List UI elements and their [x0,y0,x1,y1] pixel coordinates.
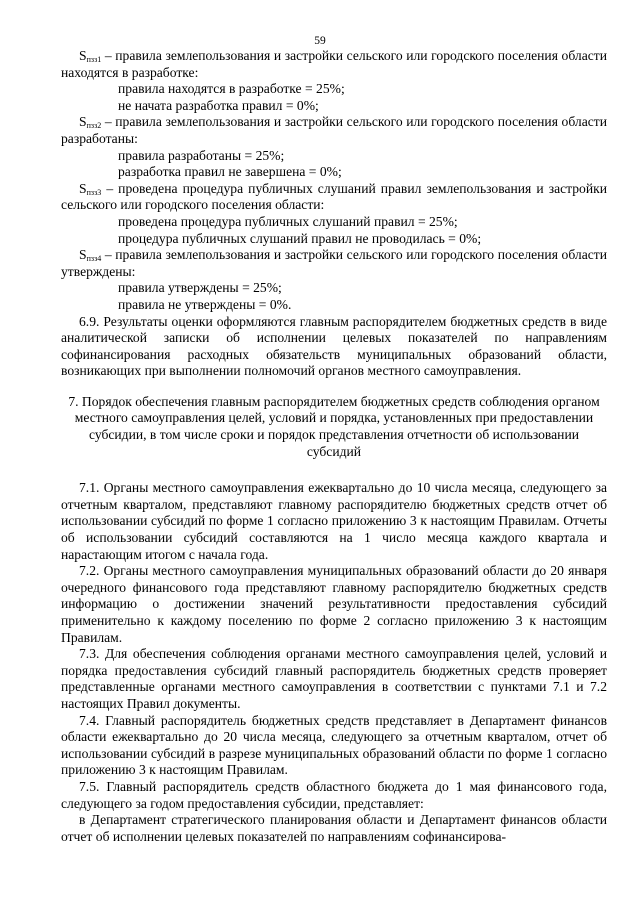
indicator-index: пзз1 [86,55,102,64]
section-7-heading: 7. Порядок обеспечения главным распорядителем бюджетных средств соблюдения органом местного самоуправления целей, условий и порядка, установленных при предоставлении субсидии, в том числе сроки и порядок представления отчетности об использовании субсидий [68,393,600,459]
indicator-s1-paragraph [61,48,607,81]
indicator-text: – правила землепользования и застройки сельского или городского поселения области находятся в разработке: [61,48,607,80]
indicator-text: – правила землепользования и застройки сельского или городского поселения области разработаны: [61,114,607,146]
option-line: разработка правил не завершена = 0%; [118,164,342,180]
document-body [61,48,607,845]
paragraph-7-5: 7.5. Главный распорядитель средств областного бюджета до 1 мая финансового года, следующего за годом предоставления субсидии, представляет: [61,778,607,811]
page-number: 59 [314,35,326,47]
option-line: правила утверждены = 25%; [118,280,282,296]
option-line: проведена процедура публичных слушаний правил = 25%; [118,213,458,229]
indicator-index: пзз4 [86,254,102,264]
paragraph-7-1: 7.1. Органы местного самоуправления ежеквартально до 10 числа месяца, следующего за отчетным кварталом, представляют главному распорядителю бюджетных средств отчет об использовании субсидий по форме 1 согласно приложению 3 к настоящим Правилам. Отчеты об использовании субсидий составляются на 1 число месяца каждого квартала и нарастающим итогом с начала года. [61,480,607,562]
indicator-s3-paragraph [61,181,607,214]
indicator-text: – проведена процедура публичных слушаний правил землепользования и застройки сельского или городского поселения области: [61,180,607,213]
paragraph-6-9: 6.9. Результаты оценки оформляются главным распорядителем бюджетных средств в виде аналитической записки об исполнении целевых показателей по направлениям софинансирования расходных обязательств муниципальных образований области, возникающих при выполнении полномочий органов местного самоуправления. [61,313,607,379]
indicator-symbol: S [79,247,87,263]
option-line: правила находятся в разработке = 25%; [118,81,345,97]
indicator-symbol: S [79,48,87,63]
option-line: процедура публичных слушаний правил не проводилась = 0%; [118,230,482,246]
indicator-text: – правила землепользования и застройки сельского или городского поселения области утверждены: [61,247,607,279]
spacer [61,460,607,480]
indicator-s4-paragraph [61,247,607,280]
paragraph-7-4: 7.4. Главный распорядитель бюджетных средств представляет в Департамент финансов области ежеквартально до 20 числа месяца, следующего за отчетным кварталом, отчет об использовании субсидий в разрезе муниципальных образований области по форме 1 согласно приложению 3 к настоящим Правилам. [61,712,607,778]
option-line: не начата разработка правил = 0%; [118,97,319,113]
indicator-index: пзз3 [86,187,102,197]
paragraph-7-2: 7.2. Органы местного самоуправления муниципальных образований области до 20 января очередного финансового года представляют главному распорядителю бюджетных средств информацию о достижении значений результативности предоставления субсидий применительно к каждому поселению по форме 2 согласно приложению 3 к настоящим Правилам. [61,563,607,645]
option-line: правила разработаны = 25%; [118,147,285,163]
indicator-symbol: S [79,180,87,196]
option-line: правила не утверждены = 0%. [118,296,292,312]
paragraph-7-5-item: в Департамент стратегического планирования области и Департамент финансов области отчет об исполнении целевых показателей по направлениям софинансирова- [61,812,607,844]
indicator-symbol: S [79,114,87,130]
indicator-s2-paragraph [61,114,607,147]
indicator-index: пзз2 [86,121,102,131]
paragraph-7-3: 7.3. Для обеспечения соблюдения органами местного самоуправления целей, условий и порядка предоставления субсидий главный распорядитель бюджетных средств проверяет представленные органами местного самоуправления в соответствии с пунктами 7.1 и 7.2 настоящих Правил документы. [61,646,607,711]
